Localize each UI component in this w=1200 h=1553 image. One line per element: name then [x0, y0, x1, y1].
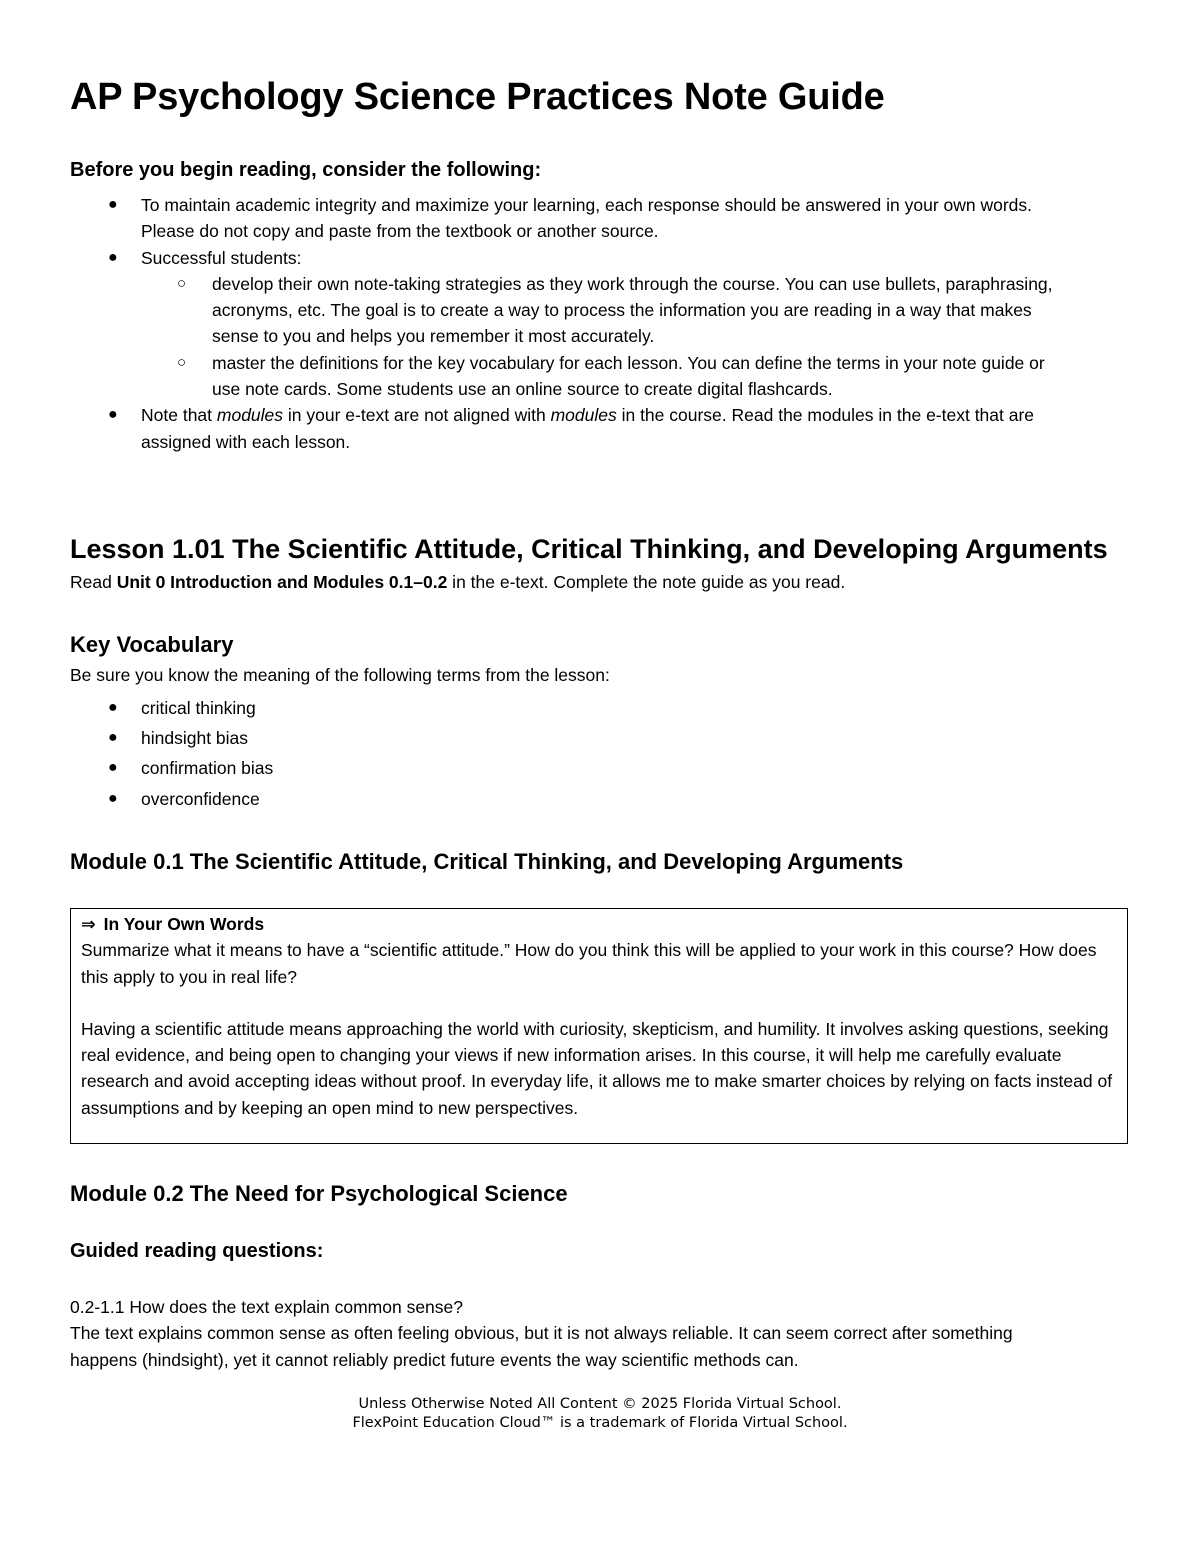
vocab-term-text: hindsight bias: [141, 728, 249, 749]
in-your-own-words-box[interactable]: [70, 908, 1128, 1144]
intro-item-modules-note: [70, 402, 1070, 455]
intro-item-text: in the course. Read the modules in the e-text that are assigned with each lesson.: [141, 405, 1035, 452]
lesson-instructions: [70, 572, 845, 593]
page-footer: [0, 1395, 1200, 1433]
footer-copyright: Unless Otherwise Noted All Content © 2025 Florida Virtual School.: [358, 1396, 842, 1412]
guided-reading-heading: Guided reading questions:: [70, 1240, 324, 1262]
vocab-term: [70, 693, 273, 723]
vocab-term: [70, 753, 273, 783]
vocab-term-text: confirmation bias: [141, 758, 274, 779]
vocab-term: [70, 784, 273, 814]
intro-sub-item-vocab: [141, 350, 1070, 403]
intro-list: [70, 192, 1070, 455]
module-0-1-heading: Module 0.1 The Scientific Attitude, Critical Thinking, and Developing Arguments: [70, 849, 904, 874]
bullet-icon: ●: [108, 759, 118, 777]
instructions-reading-assignment: Unit 0 Introduction and Modules 0.1–0.2: [116, 572, 448, 592]
box-prompt: Summarize what it means to have a “scientific attitude.” How do you think this will be applied to your work in this course? How does this apply to you in real life?: [81, 940, 1097, 987]
intro-item-integrity: [70, 192, 1070, 245]
module-0-2-heading: Module 0.2 The Need for Psychological Science: [70, 1181, 568, 1206]
bullet-icon: ●: [108, 196, 118, 213]
bullet-icon: ●: [108, 729, 118, 747]
bullet-icon: ●: [108, 789, 118, 807]
intro-item-successful-students: [70, 245, 1070, 403]
intro-heading: Before you begin reading, consider the following:: [70, 159, 542, 181]
intro-sub-item-text: master the definitions for the key vocabulary for each lesson. You can define the terms in your note guide or use note cards. Some students use an online source to create digital flashcards.: [212, 352, 1045, 400]
arrow-right-icon: ⇒: [81, 914, 96, 934]
bullet-icon: ●: [108, 248, 118, 266]
vocab-term: [70, 723, 273, 753]
box-title: [81, 911, 1117, 937]
emphasis-modules: modules: [216, 405, 284, 426]
box-answer[interactable]: Having a scientific attitude means approaching the world with curiosity, skepticism, and humility. It involves asking questions, seeking real evidence, and being open to changing your views if new information arises. In this course, it will help me carefully evaluate research and avoid accepting ideas without proof. In everyday life, it allows me to make smarter choices by relying on facts instead of assumptions and by keeping an open mind to new perspectives.: [81, 1018, 1113, 1118]
intro-sub-list: [141, 271, 1070, 402]
key-vocabulary-heading: Key Vocabulary: [70, 632, 234, 657]
vocab-term-text: critical thinking: [141, 698, 256, 718]
vocab-term-text: overconfidence: [141, 788, 260, 809]
vocabulary-intro: Be sure you know the meaning of the following terms from the lesson:: [70, 665, 610, 685]
intro-item-text: Note that: [141, 405, 217, 426]
bullet-icon: ●: [108, 406, 118, 424]
hollow-bullet-icon: ○: [177, 353, 187, 371]
box-title-text: In Your Own Words: [103, 914, 265, 934]
hollow-bullet-icon: ○: [177, 274, 187, 292]
intro-item-text: Successful students:: [141, 247, 302, 268]
guided-question-block: [70, 1294, 1070, 1373]
vocabulary-list: [70, 693, 273, 814]
instructions-text: in the e-text. Complete the note guide as you read.: [447, 572, 846, 592]
bullet-icon: ●: [108, 699, 118, 716]
guided-question: 0.2-1.1 How does the text explain common sense?: [70, 1297, 463, 1317]
intro-item-text: in your e-text are not aligned with: [283, 405, 551, 426]
lesson-title: Lesson 1.01 The Scientific Attitude, Critical Thinking, and Developing Arguments: [70, 534, 1108, 564]
intro-item-text: To maintain academic integrity and maximize your learning, each response should be answered in your own words. Please do not copy and paste from the textbook or another source.: [141, 195, 1033, 242]
guided-answer[interactable]: The text explains common sense as often feeling obvious, but it is not always reliable. It can seem correct after something happens (hindsight), yet it cannot reliably predict future events the way scientific methods can.: [70, 1323, 1013, 1370]
footer-trademark: FlexPoint Education Cloud™ is a trademark of Florida Virtual School.: [352, 1415, 848, 1431]
instructions-text: Read: [70, 572, 117, 592]
emphasis-modules: modules: [550, 405, 617, 426]
intro-sub-item-text: develop their own note-taking strategies as they work through the course. You can use bullets, paraphrasing, acronyms, etc. The goal is to create a way to process the information you are reading in a way that makes sense to you and helps you remember it most accurately.: [212, 273, 1053, 347]
document-title: AP Psychology Science Practices Note Guide: [70, 76, 885, 118]
intro-sub-item-notes: [141, 271, 1070, 350]
